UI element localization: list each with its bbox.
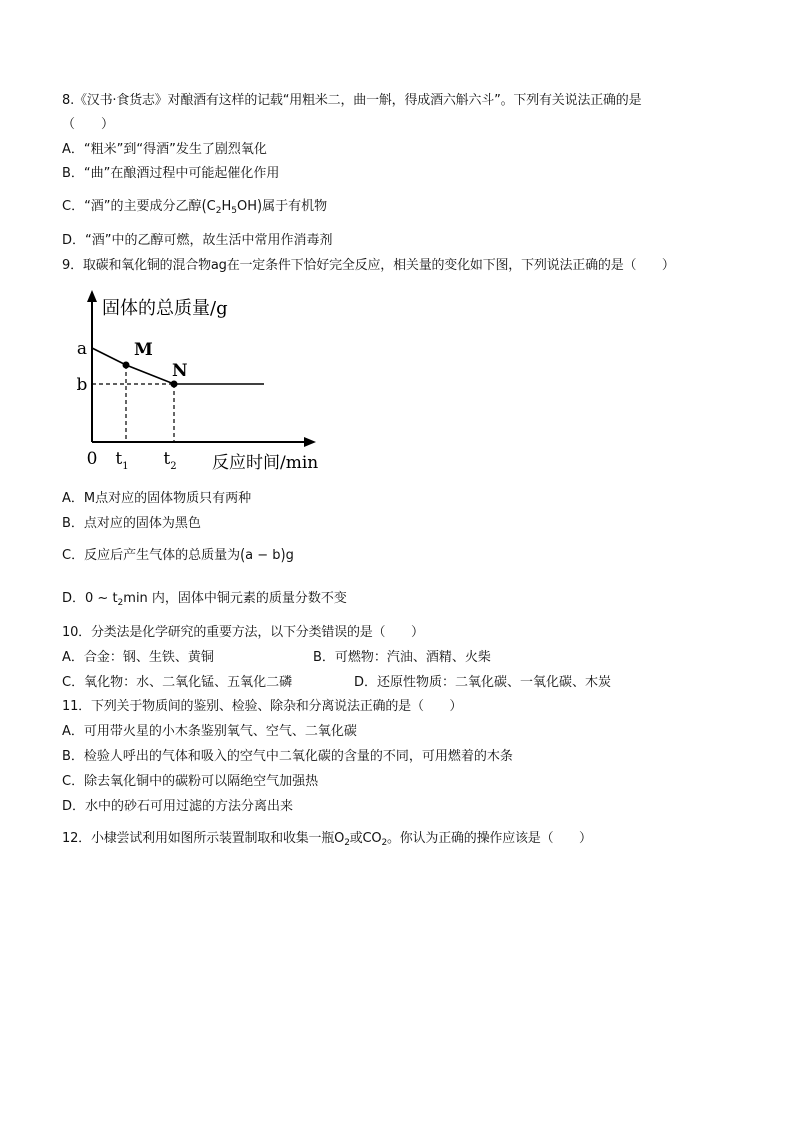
q11-option-d: D．水中的砂石可用过滤的方法分离出来 [62, 799, 294, 814]
q8-answer-paren: （ ） [62, 117, 115, 132]
carbon-dioxide-formula: $CO_2$ [362, 831, 387, 848]
origin-label: 0 [86, 449, 98, 469]
q9-stem: 9．取碳和氧化铜的混合物ag在一定条件下恰好完全反应，相关量的变化如下图，下列说法正确的是（ ） [62, 258, 675, 273]
q11-option-c: C．除去氧化铜中的碳粉可以隔绝空气加强热 [62, 774, 319, 789]
q8-option-c-text: C．“酒”的主要成分乙醇 [62, 199, 202, 214]
q11-stem: 11．下列关于物质间的鉴别、检验、除杂和分离说法正确的是（ ） [62, 699, 463, 714]
point-n [171, 381, 178, 388]
point-n-label: N [172, 361, 188, 381]
q9-option-c-unit: g [285, 548, 294, 563]
q9-option-b: B．点对应的固体为黑色 [62, 516, 201, 531]
q8-option-c-tail: 属于有机物 [262, 199, 328, 214]
x-axis-arrow-icon [304, 437, 316, 447]
q11-option-a: A．可用带火星的小木条鉴别氧气、空气、二氧化碳 [62, 724, 357, 739]
q8-option-d: D．“酒”中的乙醇可燃，故生活中常用作消毒剂 [62, 233, 333, 248]
q9-option-d-tail: min 内，固体中铜元素的质量分数不变 [123, 591, 347, 606]
q8-option-b: B．“曲”在酿酒过程中可能起催化作用 [62, 166, 280, 181]
q12-stem-tail: 。你认为正确的操作应该是（ ） [387, 831, 592, 846]
q12-stem-text: 12．小棣尝试利用如图所示装置制取和收集一瓶 [62, 831, 335, 846]
point-m-label: M [134, 340, 153, 360]
q8-stem: 8.《汉书·食货志》对酿酒有这样的记载“用粗米二，曲一斛，得成酒六斛六斗”。下列有关说法正确的是 [62, 93, 642, 108]
q10-option-b: B．可燃物：汽油、酒精、火柴 [313, 650, 491, 665]
x-axis-label: 反应时间/min [212, 453, 319, 473]
q10-option-c: C．氧化物：水、二氧化锰、五氧化二磷 [62, 675, 293, 690]
q8-option-c [62, 198, 327, 216]
q9-option-c [62, 547, 294, 565]
x-tick-label-t1: $t_1$ [115, 449, 129, 472]
q10-stem: 10．分类法是化学研究的重要方法，以下分类错误的是（ ） [62, 625, 424, 640]
q9-mass-time-graph [68, 286, 358, 476]
y-axis-arrow-icon [87, 290, 97, 302]
q9-option-d-text: D．0 ~ t [62, 591, 118, 606]
mass-difference-expression: (a − b) [240, 546, 286, 565]
y-tick-label-a: a [76, 339, 88, 359]
q9-option-d: D．0 ~ $t_2\min$ 内，固体中铜元素的质量分数不变 [62, 591, 347, 608]
y-axis-label: 固体的总质量/g [102, 298, 228, 319]
ethanol-formula: $(C_2H_5OH)$ [201, 197, 263, 216]
q9-option-c-text: C．反应后产生气体的总质量为 [62, 548, 241, 563]
x-tick-label-t2: $t_2$ [163, 449, 177, 472]
q9-option-a: A．M点对应的固体物质只有两种 [62, 491, 252, 506]
oxygen-formula: $O_2$ [334, 831, 350, 848]
q12-stem [62, 830, 592, 848]
q10-option-d: D．还原性物质：二氧化碳、一氧化碳、木炭 [354, 675, 612, 690]
q12-or: 或 [349, 831, 363, 846]
point-m [123, 362, 130, 369]
y-tick-label-b: b [76, 375, 88, 395]
q8-option-a: A．“粗米”到“得酒”发生了剧烈氧化 [62, 142, 267, 157]
q10-option-a: A．合金：钢、生铁、黄铜 [62, 650, 214, 665]
q11-option-b: B．检验人呼出的气体和吸入的空气中二氧化碳的含量的不同，可用燃着的木条 [62, 749, 513, 764]
